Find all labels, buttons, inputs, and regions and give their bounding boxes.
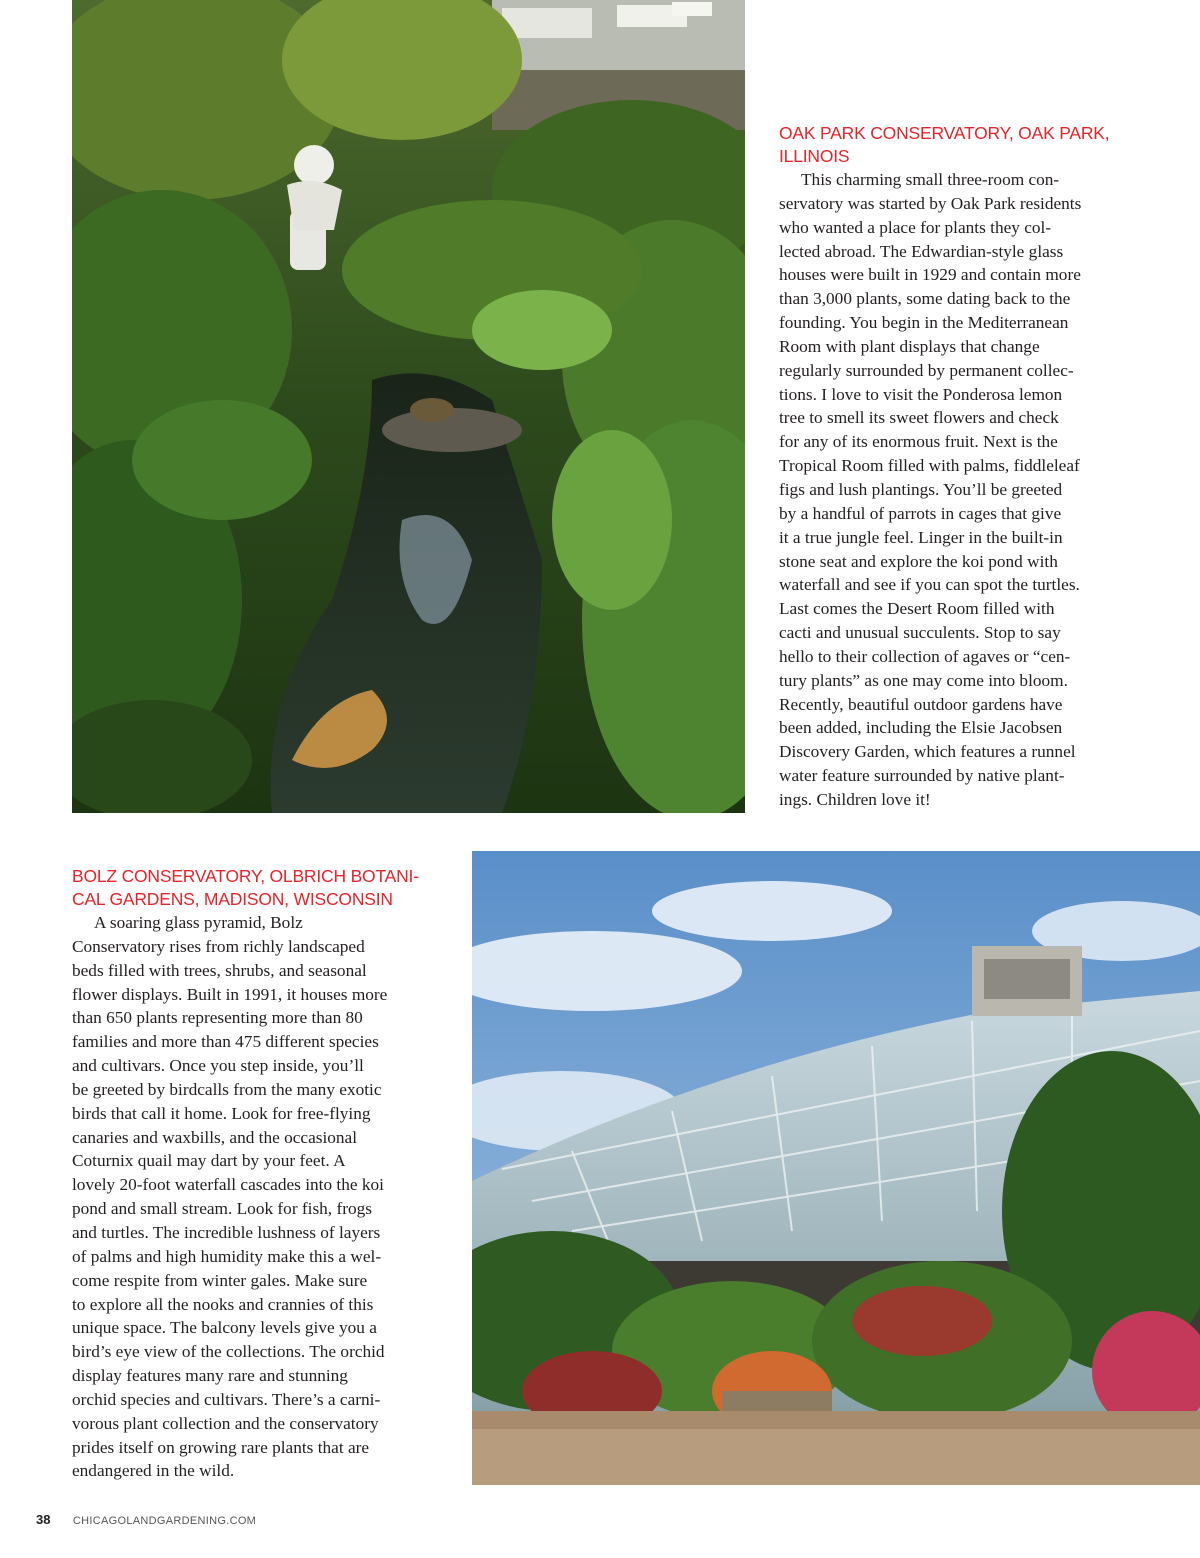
oak-park-heading: OAK PARK CONSERVATORY, OAK PARK, ILLINOIS — [779, 123, 1110, 166]
bolz-conservatory-photo — [472, 851, 1200, 1485]
bolz-heading: BOLZ CONSERVATORY, OLBRICH BOTANI- CAL GARDENS, MADISON, WISCONSIN — [72, 866, 419, 909]
page-number: 38 — [36, 1512, 51, 1527]
page-footer — [36, 1511, 256, 1529]
oak-park-conservatory-photo — [72, 0, 745, 813]
site-url: CHICAGOLANDGARDENING.COM — [72, 1515, 257, 1527]
bolz-article — [72, 865, 432, 1483]
oak-park-article — [779, 122, 1131, 812]
oak-park-body: This charming small three-room con- servatory was started by Oak Park residents who wanted a place for plants they col- lected abroad. The Edwardian-style glass houses were built in 1929 and contain more than 3,000 plants, some dating back to the founding. You begin in the Mediterranean Room with plant displays that change regularly surrounded by permanent collec- tions. I love to visit the Ponderosa lemon tree to smell its sweet flowers and check for any of its enormous fruit. Next is the Tropical Room filled with palms, fiddleleaf figs and lush plantings. You’ll be greeted by a handful of parrots in cages that give it a true jungle feel. Linger in the built-in stone seat and explore the koi pond with waterfall and see if you can spot the turtles. Last comes the Desert Room filled with cacti and unusual succulents. Stop to say hello to their collection of agaves or “cen- tury plants” as one may come into bloom. Recently, beautiful outdoor gardens have been added, including the Elsie Jacobsen Discovery Garden, which features a runnel water feature surrounded by native plant- ings. Children love it! — [779, 170, 1082, 809]
bolz-body: A soaring glass pyramid, Bolz Conservatory rises from richly landscaped beds filled with trees, shrubs, and seasonal flower displays. Built in 1991, it houses more than 650 plants representing more than 80 families and more than 475 different species and cultivars. Once you step inside, you’ll be greeted by birdcalls from the many exotic birds that call it home. Look for free-flying canaries and waxbills, and the occasional Coturnix quail may dart by your feet. A lovely 20-foot waterfall cascades into the koi pond and small stream. Look for fish, frogs and turtles. The incredible lushness of layers of palms and high humidity make this a wel- come respite from winter gales. Make sure to explore all the nooks and crannies of this unique space. The balcony levels give you a bird’s eye view of the collections. The orchid display features many rare and stunning orchid species and cultivars. There’s a carni- vorous plant collection and the conservatory prides itself on growing rare plants that are endangered in the wild. — [72, 913, 388, 1481]
